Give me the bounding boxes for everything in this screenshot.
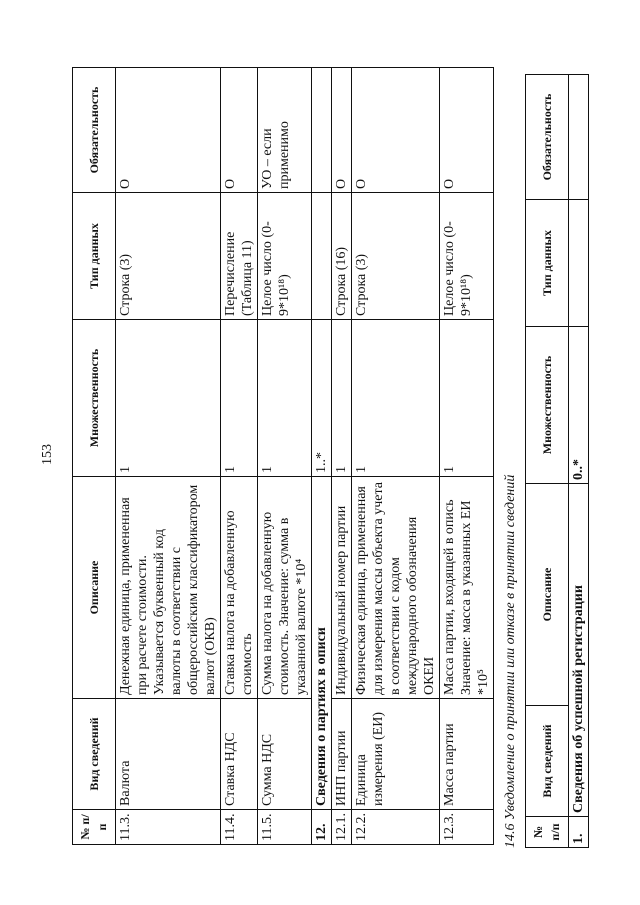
- cell-multiplicity: 1: [352, 320, 440, 477]
- cell-kind: Сумма НДС: [258, 699, 312, 810]
- cell-description: Индивидуальный номер партии: [332, 477, 352, 699]
- cell-obligation: [312, 68, 332, 193]
- cell-data-type: Строка (3): [116, 193, 221, 320]
- cell-description: Ставка налога на добавленную стоимость: [221, 477, 258, 699]
- cell-obligation: О: [352, 68, 440, 193]
- cell-multiplicity: 1..*: [312, 320, 332, 477]
- table-header-row: [73, 68, 116, 845]
- cell-kind: Валюта: [116, 699, 221, 810]
- header-num: № п/п: [526, 817, 569, 848]
- cell-num: 12.1.: [332, 810, 352, 845]
- header-num: № п/п: [73, 810, 116, 845]
- cell-multiplicity: 1: [221, 320, 258, 477]
- cell-multiplicity: 1: [116, 320, 221, 477]
- table-row: [332, 68, 352, 845]
- cell-data-type: Строка (16): [332, 193, 352, 320]
- cell-multiplicity: 1: [258, 320, 312, 477]
- cell-num: 1.: [569, 817, 589, 848]
- section-row: [569, 75, 589, 848]
- cell-kind: Масса партии: [440, 699, 494, 810]
- table-header-row: [526, 75, 569, 848]
- cell-description: Масса партии, входящей в опись Значение: масса в указанных ЕИ *10⁵: [440, 477, 494, 699]
- cell-multiplicity: 1: [440, 320, 494, 477]
- cell-num: 11.3.: [116, 810, 221, 845]
- cell-obligation: О: [116, 68, 221, 193]
- cell-data-type: Целое число (0-9*10¹⁸): [258, 193, 312, 320]
- cell-multiplicity: 0..*: [569, 327, 589, 484]
- header-multiplicity: Множественность: [73, 320, 116, 477]
- cell-section-title: Сведения о партиях в описи: [312, 477, 332, 810]
- notification-table: [525, 74, 589, 848]
- cell-multiplicity: 1: [332, 320, 352, 477]
- header-kind: Вид сведений: [526, 706, 569, 817]
- table-row: [258, 68, 312, 845]
- cell-data-type: [312, 193, 332, 320]
- attributes-table: [72, 67, 494, 845]
- cell-obligation: О: [332, 68, 352, 193]
- section-row: [312, 68, 332, 845]
- cell-data-type: Целое число (0-9*10¹⁸): [440, 193, 494, 320]
- cell-obligation: О: [440, 68, 494, 193]
- table-row: [221, 68, 258, 845]
- cell-data-type: [569, 200, 589, 327]
- section-caption: 14.6 Уведомление о принятии или отказе в принятии сведений: [503, 474, 518, 848]
- header-obligation: Обязательность: [526, 75, 569, 200]
- cell-obligation: [569, 75, 589, 200]
- header-description: Описание: [526, 484, 569, 706]
- cell-num: 11.4.: [221, 810, 258, 845]
- cell-section-title: Сведения об успешной регистрации: [569, 484, 589, 817]
- header-description: Описание: [73, 477, 116, 699]
- table-row: [352, 68, 440, 845]
- cell-kind: Единица измерения (ЕИ): [352, 699, 440, 810]
- cell-description: Физическая единица, примененная для измерения массы объекта учета в соответствии с кодом международного обозначения ОКЕИ: [352, 477, 440, 699]
- cell-obligation: УО – если применимо: [258, 68, 312, 193]
- header-kind: Вид сведений: [73, 699, 116, 810]
- page-number: 153: [40, 444, 55, 465]
- cell-kind: Ставка НДС: [221, 699, 258, 810]
- cell-obligation: О: [221, 68, 258, 193]
- cell-num: 11.5.: [258, 810, 312, 845]
- table-row: [116, 68, 221, 845]
- cell-description: Денежная единица, примененная при расчете стоимости. Указывается буквенный код валюты в соответствии с общероссийским классификатором валют (ОКВ): [116, 477, 221, 699]
- header-obligation: Обязательность: [73, 68, 116, 193]
- cell-num: 12.2.: [352, 810, 440, 845]
- cell-data-type: Строка (3): [352, 193, 440, 320]
- header-data-type: Тип данных: [73, 193, 116, 320]
- header-data-type: Тип данных: [526, 200, 569, 327]
- cell-num: 12.: [312, 810, 332, 845]
- cell-data-type: Перечисление (Таблица 11): [221, 193, 258, 320]
- cell-num: 12.3.: [440, 810, 494, 845]
- header-multiplicity: Множественность: [526, 327, 569, 484]
- cell-description: Сумма налога на добавленную стоимость. Значение: сумма в указанной валюте *10⁴: [258, 477, 312, 699]
- cell-kind: ИНП партии: [332, 699, 352, 810]
- table-row: [440, 68, 494, 845]
